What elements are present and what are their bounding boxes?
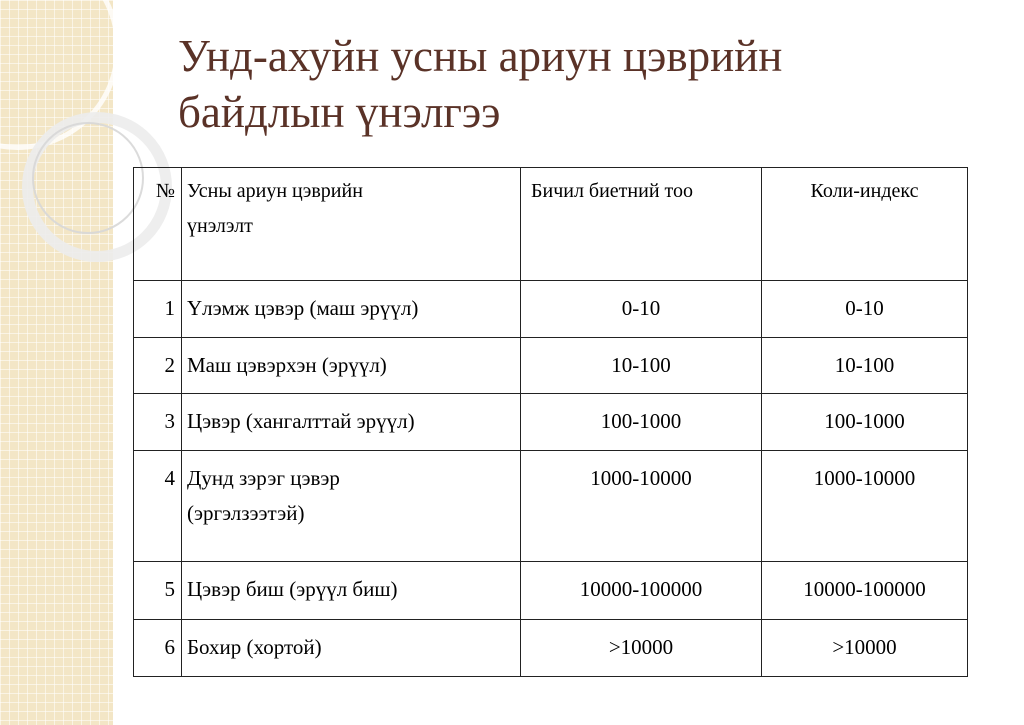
decorative-ring	[32, 122, 144, 234]
row-number: 5	[134, 562, 182, 620]
row-assessment: Цэвэр (хангалттай эрүүл)	[182, 394, 521, 451]
table-row	[134, 620, 968, 677]
table-row	[134, 562, 968, 620]
row-assessment	[182, 451, 521, 562]
row-assessment-line-2: (эргэлзээтэй)	[187, 501, 305, 525]
row-coli-index: 10000-100000	[762, 562, 968, 620]
row-number: 1	[134, 281, 182, 338]
row-microbe-count: >10000	[521, 620, 762, 677]
slide-title-line-2: байдлын үнэлгээ	[178, 87, 501, 137]
row-number: 2	[134, 338, 182, 394]
row-microbe-count: 10-100	[521, 338, 762, 394]
row-assessment: Маш цэвэрхэн (эрүүл)	[182, 338, 521, 394]
slide-title-line-1: Унд-ахуйн усны ариун цэврийн	[178, 31, 783, 81]
row-assessment: Бохир (хортой)	[182, 620, 521, 677]
header-number: №	[134, 168, 182, 281]
row-assessment-line-1: Дунд зэрэг цэвэр	[187, 466, 340, 490]
water-sanitation-table	[133, 167, 968, 677]
header-microbe-count: Бичил биетний тоо	[521, 168, 762, 281]
row-assessment: Үлэмж цэвэр (маш эрүүл)	[182, 281, 521, 338]
header-assessment-line-1: Усны ариун цэврийн	[187, 180, 363, 202]
row-coli-index: >10000	[762, 620, 968, 677]
table-row	[134, 338, 968, 394]
row-coli-index: 0-10	[762, 281, 968, 338]
table-header-row	[134, 168, 968, 281]
header-assessment-line-2: үнэлэлт	[187, 215, 253, 237]
table-row	[134, 281, 968, 338]
slide-title	[178, 28, 998, 140]
row-assessment: Цэвэр биш (эрүүл биш)	[182, 562, 521, 620]
row-microbe-count: 0-10	[521, 281, 762, 338]
row-coli-index: 1000-10000	[762, 451, 968, 562]
row-number: 6	[134, 620, 182, 677]
row-microbe-count: 10000-100000	[521, 562, 762, 620]
row-coli-index: 10-100	[762, 338, 968, 394]
row-microbe-count: 100-1000	[521, 394, 762, 451]
table-row	[134, 394, 968, 451]
row-number: 3	[134, 394, 182, 451]
header-coli-index: Коли-индекс	[762, 168, 968, 281]
row-microbe-count: 1000-10000	[521, 451, 762, 562]
table-row	[134, 451, 968, 562]
row-number: 4	[134, 451, 182, 562]
header-assessment	[182, 168, 521, 281]
row-coli-index: 100-1000	[762, 394, 968, 451]
